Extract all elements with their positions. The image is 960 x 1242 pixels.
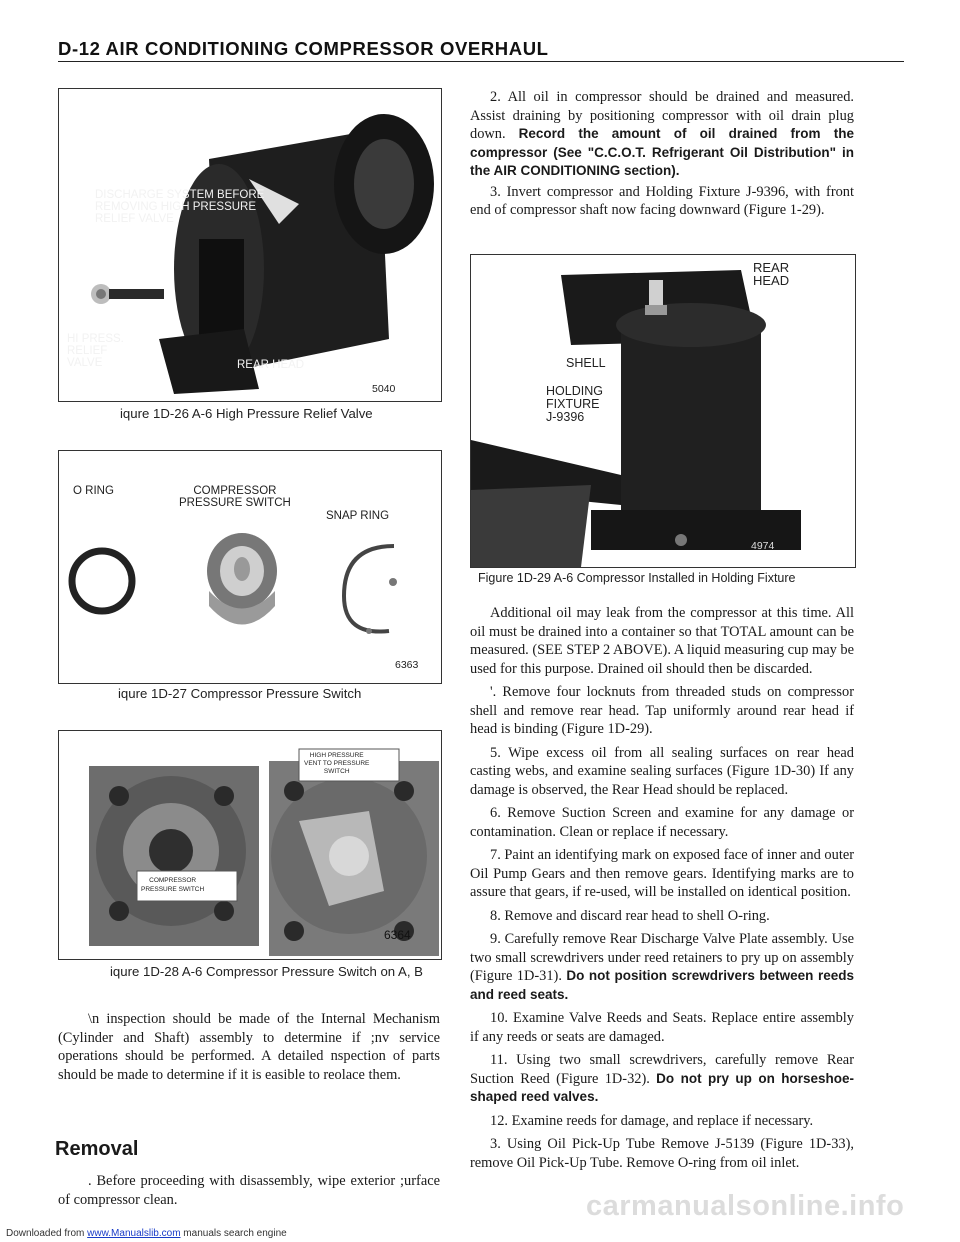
figure-number-4974: 4974 xyxy=(751,540,775,552)
figure-1d-28 xyxy=(58,730,442,960)
manualslib-link[interactable]: www.Manualslib.com xyxy=(87,1228,181,1239)
right-column-top xyxy=(470,88,854,220)
label-high-pressure-vent: HIGH PRESSURE VENT TO PRESSURE SWITCH xyxy=(304,752,370,775)
step-11-bold: Do not pry up on horseshoe-shaped reed valves. xyxy=(470,1070,855,1104)
step-4: '. Remove four locknuts from threaded studs on compressor shell and remove rear head. Tap uniformly around rear head if head is binding (Figure 1D-29). xyxy=(470,684,854,737)
step-5: 5. Wipe excess oil from all sealing surfaces on rear head casting webs, and examine sealing surfaces (Figure 1D-30) If any damage is observed, the Rear Head should be replaced. xyxy=(470,744,854,798)
step-8: 8. Remove and discard rear head to shell O-ring. xyxy=(490,907,770,924)
intro-paragraph: \n inspection should be made of the Internal Mechanism (Cylinder and Shaft) assembly to determine if ;nv service operations should be performed. A detailed nspection of parts should be made to determine if it is easible to reolace them. xyxy=(58,1011,440,1083)
header-rule xyxy=(58,61,904,62)
step-2 xyxy=(470,88,854,181)
caption-figure-1d-27: iqure 1D-27 Compressor Pressure Switch xyxy=(118,686,362,701)
step-6: 6. Remove Suction Screen and examine for any damage or contamination. Clean or replace if necessary. xyxy=(470,805,854,840)
step-9 xyxy=(470,930,854,1004)
label-compressor-pressure-switch-28: COMPRESSOR PRESSURE SWITCH xyxy=(141,877,205,893)
caption-figure-1d-28: iqure 1D-28 A-6 Compressor Pressure Switch on A, B xyxy=(110,964,423,979)
step-1: . Before proceeding with disassembly, wipe exterior ;urface of compressor clean. xyxy=(58,1173,440,1208)
figure-number-5040: 5040 xyxy=(372,383,396,395)
label-rear-head-29: REAR HEAD xyxy=(753,260,790,288)
caption-figure-1d-26: iqure 1D-26 A-6 High Pressure Relief Valve xyxy=(120,406,373,421)
figure-1d-27 xyxy=(58,450,442,684)
holding-fixture-photo xyxy=(471,255,855,567)
step-3: 3. Invert compressor and Holding Fixture J-9396, with front end of compressor shaft now facing downward (Figure 1-29). xyxy=(470,183,854,218)
figure-1d-29 xyxy=(470,254,856,568)
step-9-text: 9. Carefully remove Rear Discharge Valve Plate assembly. Use two small screwdrivers under reed retainers to pry up on assembly (Figure 1D-31). xyxy=(470,931,854,984)
label-shell: SHELL xyxy=(566,356,606,370)
footer-prefix: Downloaded from xyxy=(6,1228,88,1239)
label-discharge-system: DISCHARGE SYSTEM BEFORE REMOVING HIGH PRESSURE RELIEF VALVE xyxy=(95,189,265,225)
section-heading-removal: Removal xyxy=(55,1138,139,1160)
label-hi-press-relief-valve: HI PRESS. RELIEF VALVE xyxy=(67,333,124,369)
switch-on-ab-photo xyxy=(59,731,441,959)
step-11 xyxy=(470,1051,854,1107)
caption-figure-1d-29: Figure 1D-29 A-6 Compressor Installed in Holding Fixture xyxy=(478,571,796,585)
label-compressor-pressure-switch: COMPRESSOR PRESSURE SWITCH xyxy=(179,485,291,509)
figure-number-6363: 6363 xyxy=(395,659,419,671)
watermark: carmanualsonline.info xyxy=(586,1190,905,1222)
step-11-text: 11. Using two small screwdrivers, carefully remove Rear Suction Reed (Figure 1D-32). xyxy=(470,1052,854,1087)
label-rear-head: REAR HEAD xyxy=(237,359,305,371)
label-snap-ring: SNAP RING xyxy=(326,510,390,522)
step-12: 12. Examine reeds for damage, and replace if necessary. xyxy=(490,1112,814,1129)
figure-number-6364: 6364 xyxy=(384,928,411,942)
figure-1d-26 xyxy=(58,88,442,402)
right-column-bottom xyxy=(470,604,854,1172)
page-header: D-12 AIR CONDITIONING COMPRESSOR OVERHAUL xyxy=(58,38,549,59)
step-7: 7. Paint an identifying mark on exposed face of inner and outer Oil Pump Gears and then remove gears. Identifying marks are to assure that gears, if re-used, will be installed on identical position. xyxy=(470,847,854,900)
additional-oil-paragraph: Additional oil may leak from the compressor at this time. All oil must be drained into a container so that TOTAL amount can be measured. (SEE STEP 2 ABOVE). A liquid measuring cup may be used for this purpose. Drained oil should then be discarded. xyxy=(470,605,854,677)
label-holding-fixture: HOLDING FIXTURE J-9396 xyxy=(546,384,603,424)
step-2-text: 2. All oil in compressor should be drained and measured. Assist draining by positioning compressor with oil drain plug down. xyxy=(470,89,854,142)
step-10: 10. Examine Valve Reeds and Seats. Replace entire assembly if any reeds or seats are damaged. xyxy=(470,1010,854,1045)
step-13: 3. Using Oil Pick-Up Tube Remove J-5139 (Figure 1D-33), remove Oil Pick-Up Tube. Remove O-ring from oil inlet. xyxy=(470,1136,854,1171)
label-o-ring: O RING xyxy=(73,485,114,497)
download-footer xyxy=(6,1228,287,1239)
footer-suffix: manuals search engine xyxy=(180,1228,287,1239)
step-9-bold: Do not position screwdrivers between reeds and reed seats. xyxy=(470,968,854,1002)
step-2-bold: Record the amount of oil drained from the compressor (See "C.C.O.T. Refrigerant Oil Distribution" in the AIR CONDITIONING section). xyxy=(470,126,854,178)
